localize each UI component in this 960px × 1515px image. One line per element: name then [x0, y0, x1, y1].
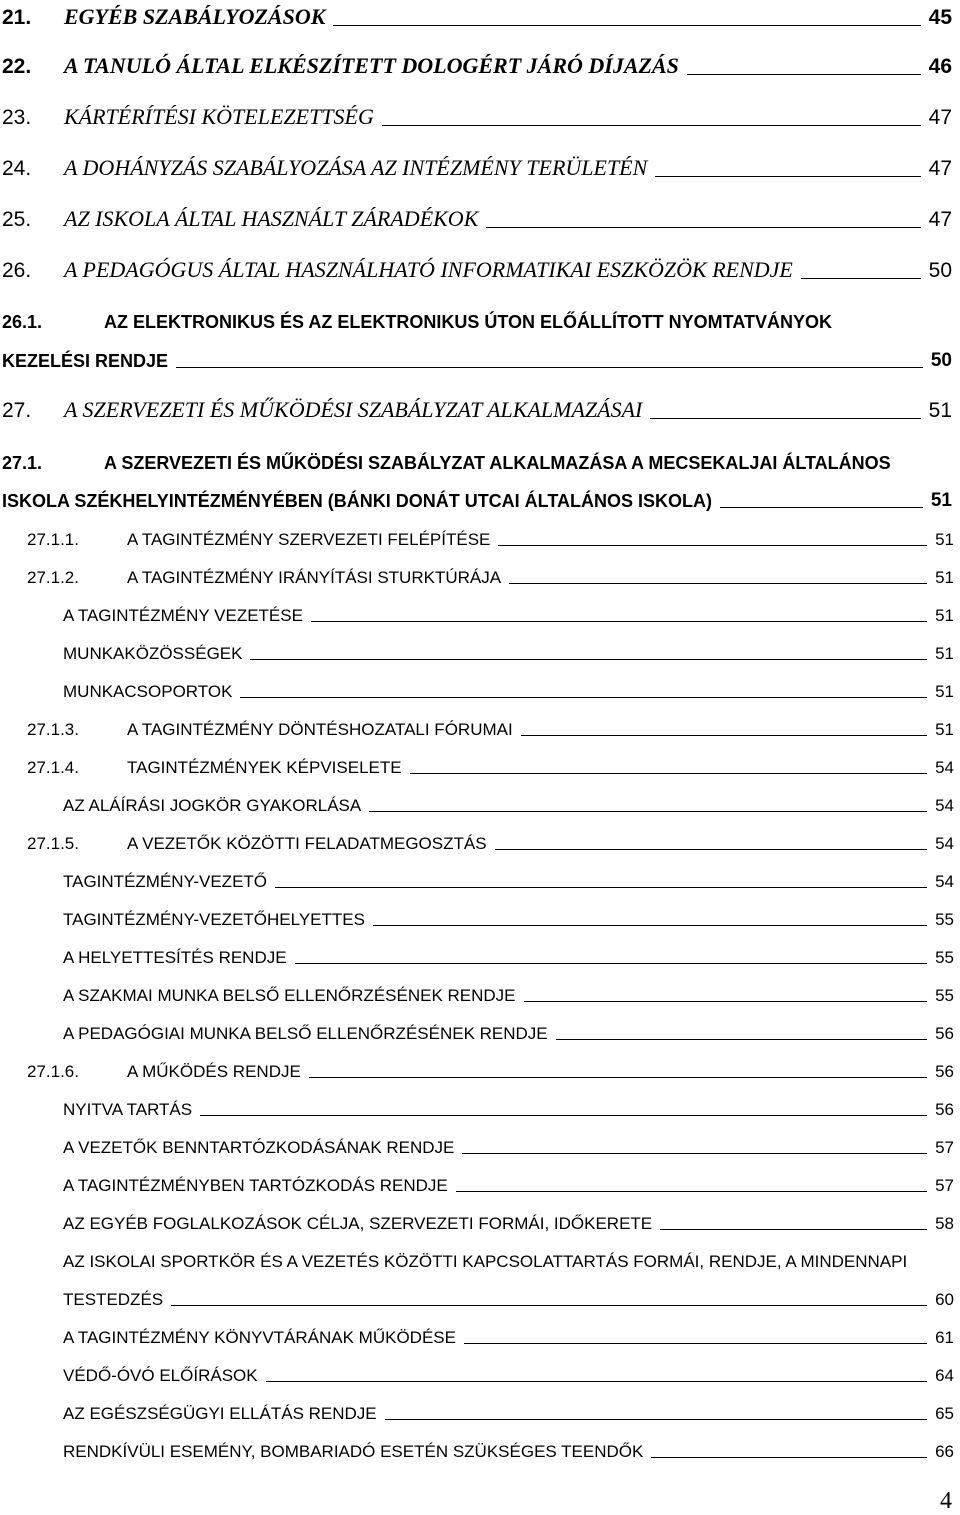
toc-page: 45 [928, 6, 952, 29]
toc-leader [462, 1153, 927, 1154]
toc-number: 27.1.3. [27, 720, 79, 739]
toc-title: VÉDŐ-ÓVÓ ELŐÍRÁSOK [63, 1366, 258, 1385]
toc-leader [720, 507, 923, 508]
toc-title: A VEZETŐK BENNTARTÓZKODÁSÁNAK RENDJE [63, 1138, 455, 1157]
toc-leader [651, 1457, 927, 1458]
toc-title: A TAGINTÉZMÉNY SZERVEZETI FELÉPÍTÉSE [127, 530, 491, 549]
toc-page: 56 [935, 1062, 954, 1081]
toc-number: 27. [2, 399, 32, 422]
toc-title: KEZELÉSI RENDJE [2, 351, 169, 371]
toc-title: AZ EGÉSZSÉGÜGYI ELLÁTÁS RENDJE [63, 1404, 377, 1423]
toc-entry[interactable] [63, 600, 954, 626]
toc-entry[interactable] [63, 1246, 954, 1272]
toc-leader [464, 1343, 927, 1344]
toc-page: 51 [935, 720, 954, 739]
toc-entry[interactable] [63, 942, 954, 968]
toc-page: 55 [935, 948, 954, 967]
toc-entry[interactable] [2, 100, 952, 130]
toc-entry[interactable] [63, 1132, 954, 1158]
toc-page: 54 [935, 872, 954, 891]
toc-page: 50 [930, 350, 952, 371]
toc-entry[interactable] [63, 980, 954, 1006]
toc-leader [382, 125, 921, 126]
toc-page: 57 [935, 1176, 954, 1195]
toc-leader [250, 659, 927, 660]
toc-title: A HELYETTESÍTÉS RENDJE [63, 948, 287, 967]
toc-number: 22. [2, 55, 32, 78]
toc-entry[interactable] [63, 1018, 954, 1044]
toc-number: 27.1.2. [27, 568, 79, 587]
toc-page: 47 [928, 106, 952, 129]
toc-entry[interactable] [63, 1208, 954, 1234]
toc-entry[interactable] [63, 1322, 954, 1348]
toc-title: A SZERVEZETI ÉS MŰKÖDÉSI SZABÁLYZAT ALKALMAZÁSA A MECSEKALJAI ÁLTALÁNOS [104, 453, 891, 473]
toc-title: A TAGINTÉZMÉNY DÖNTÉSHOZATALI FÓRUMAI [127, 720, 513, 739]
toc-page: 51 [928, 399, 952, 422]
toc-page: 54 [935, 834, 954, 853]
toc-page: 55 [935, 986, 954, 1005]
toc-leader [373, 925, 927, 926]
toc-title: A TAGINTÉZMÉNY VEZETÉSE [63, 606, 303, 625]
toc-entry[interactable] [27, 752, 954, 778]
toc-title: AZ ISKOLAI SPORTKÖR ÉS A VEZETÉS KÖZÖTTI KAPCSOLATTARTÁS FORMÁI, RENDJE, A MINDENNAPI [63, 1252, 908, 1271]
toc-leader [311, 621, 927, 622]
toc-leader [200, 1115, 927, 1116]
toc-entry[interactable] [63, 1398, 954, 1424]
toc-page: 46 [928, 55, 952, 78]
toc-title: EGYÉB SZABÁLYOZÁSOK [64, 4, 326, 29]
toc-title: A TANULÓ ÁLTAL ELKÉSZÍTETT DOLOGÉRT JÁRÓ DÍJAZÁS [64, 53, 679, 78]
toc-title: A TAGINTÉZMÉNY IRÁNYÍTÁSI STURKTÚRÁJA [127, 568, 502, 587]
toc-leader [171, 1305, 927, 1306]
toc-entry-continuation[interactable] [2, 484, 952, 512]
toc-page: 50 [928, 259, 952, 282]
toc-number: 21. [2, 6, 32, 29]
toc-leader [176, 367, 923, 368]
toc-entry[interactable] [2, 0, 952, 30]
toc-title: RENDKÍVÜLI ESEMÉNY, BOMBARIADÓ ESETÉN SZÜKSÉGES TEENDŐK [63, 1442, 644, 1461]
toc-page: 54 [935, 758, 954, 777]
toc-entry[interactable] [2, 202, 952, 232]
toc-entry[interactable] [63, 1170, 954, 1196]
toc-page: 65 [935, 1404, 954, 1423]
toc-title: MUNKACSOPORTOK [63, 682, 233, 701]
toc-title: A DOHÁNYZÁS SZABÁLYOZÁSA AZ INTÉZMÉNY TERÜLETÉN [64, 155, 648, 180]
toc-number: 26.1. [2, 312, 43, 332]
toc-page: 47 [928, 157, 952, 180]
toc-page: 56 [935, 1024, 954, 1043]
toc-number: 27.1. [2, 453, 43, 473]
toc-leader [456, 1191, 927, 1192]
toc-page: 51 [930, 490, 952, 511]
toc-page: 56 [935, 1100, 954, 1119]
toc-leader [524, 1001, 928, 1002]
toc-title: A MŰKÖDÉS RENDJE [127, 1062, 301, 1081]
toc-leader [495, 849, 928, 850]
toc-leader [295, 963, 928, 964]
toc-title: A SZAKMAI MUNKA BELSŐ ELLENŐRZÉSÉNEK RENDJE [63, 986, 516, 1005]
toc-number: 27.1.6. [27, 1062, 79, 1081]
toc-entry[interactable] [2, 305, 952, 333]
toc-title: ISKOLA SZÉKHELYINTÉZMÉNYÉBEN (BÁNKI DONÁT UTCAI ÁLTALÁNOS ISKOLA) [2, 491, 712, 511]
toc-title: AZ ISKOLA ÁLTAL HASZNÁLT ZÁRADÉKOK [64, 206, 479, 231]
toc-leader [410, 773, 927, 774]
toc-leader [333, 25, 920, 26]
toc-title: TESTEDZÉS [63, 1290, 164, 1309]
toc-page: 66 [935, 1442, 954, 1461]
toc-number: 27.1.4. [27, 758, 79, 777]
toc-page: 55 [935, 910, 954, 929]
toc-page: 51 [935, 530, 954, 549]
toc-number: 26. [2, 259, 32, 282]
toc-title: TAGINTÉZMÉNY-VEZETŐHELYETTES [63, 910, 365, 929]
toc-leader [521, 735, 927, 736]
toc-leader [509, 583, 927, 584]
toc-number: 25. [2, 208, 32, 231]
toc-leader [801, 278, 921, 279]
toc-title: A PEDAGÓGIAI MUNKA BELSŐ ELLENŐRZÉSÉNEK RENDJE [63, 1024, 548, 1043]
toc-entry[interactable] [27, 524, 954, 550]
toc-entry[interactable] [2, 151, 952, 181]
toc-leader [369, 811, 927, 812]
toc-page: 51 [935, 606, 954, 625]
toc-leader [498, 545, 927, 546]
toc-entry[interactable] [63, 1436, 954, 1462]
toc-page: 61 [935, 1328, 954, 1347]
toc-entry[interactable] [27, 828, 954, 854]
toc-title: NYITVA TARTÁS [63, 1100, 193, 1119]
toc-title: AZ ALÁÍRÁSI JOGKÖR GYAKORLÁSA [63, 796, 362, 815]
toc-page: 51 [935, 682, 954, 701]
page-number: 4 [940, 1488, 952, 1514]
toc-leader [240, 697, 927, 698]
toc-entry[interactable] [63, 904, 954, 930]
toc-title: A SZERVEZETI ÉS MŰKÖDÉSI SZABÁLYZAT ALKALMAZÁSAI [64, 397, 643, 422]
toc-leader [486, 227, 920, 228]
toc-entry[interactable] [2, 446, 952, 474]
toc-title: TAGINTÉZMÉNY-VEZETŐ [63, 872, 268, 891]
toc-leader [655, 176, 920, 177]
toc-leader [687, 74, 921, 75]
toc-title: AZ ELEKTRONIKUS ÉS AZ ELEKTRONIKUS ÚTON ELŐÁLLÍTOTT NYOMTATVÁNYOK [104, 312, 832, 332]
toc-entry[interactable] [63, 1094, 954, 1120]
toc-title: A VEZETŐK KÖZÖTTI FELADATMEGOSZTÁS [127, 834, 487, 853]
toc-title: AZ EGYÉB FOGLALKOZÁSOK CÉLJA, SZERVEZETI FORMÁI, IDŐKERETE [63, 1214, 653, 1233]
toc-entry[interactable] [2, 253, 952, 283]
toc-page: 60 [935, 1290, 954, 1309]
toc-entry[interactable] [63, 866, 954, 892]
toc-entry[interactable] [2, 393, 952, 423]
toc-number: 24. [2, 157, 32, 180]
toc-page: 47 [928, 208, 952, 231]
toc-number: 23. [2, 106, 32, 129]
toc-entry-continuation[interactable] [2, 344, 952, 372]
toc-page: 58 [935, 1214, 954, 1233]
toc-title: KÁRTÉRÍTÉSI KÖTELEZETTSÉG [64, 104, 374, 129]
toc-entry[interactable] [63, 676, 954, 702]
toc-leader [556, 1039, 927, 1040]
toc-leader [309, 1077, 927, 1078]
toc-page: 57 [935, 1138, 954, 1157]
toc-page: 54 [935, 796, 954, 815]
toc-leader [266, 1381, 927, 1382]
toc-leader [660, 1229, 927, 1230]
toc-entry[interactable] [63, 790, 954, 816]
toc-entry[interactable] [27, 562, 954, 588]
toc-number: 27.1.5. [27, 834, 79, 853]
toc-title: A TAGINTÉZMÉNYBEN TARTÓZKODÁS RENDJE [63, 1176, 448, 1195]
toc-title: TAGINTÉZMÉNYEK KÉPVISELETE [127, 758, 402, 777]
toc-leader [650, 418, 920, 419]
toc-entry[interactable] [63, 1360, 954, 1386]
toc-entry[interactable] [2, 49, 952, 79]
toc-entry[interactable] [63, 638, 954, 664]
toc-leader [275, 887, 927, 888]
toc-title: A TAGINTÉZMÉNY KÖNYVTÁRÁNAK MŰKÖDÉSE [63, 1328, 456, 1347]
toc-number: 27.1.1. [27, 530, 79, 549]
toc-page: 51 [935, 568, 954, 587]
toc-title: A PEDAGÓGUS ÁLTAL HASZNÁLHATÓ INFORMATIKAI ESZKÖZÖK RENDJE [64, 257, 793, 282]
toc-entry[interactable] [27, 1056, 954, 1082]
toc-page: 51 [935, 644, 954, 663]
toc-entry[interactable] [27, 714, 954, 740]
toc-page: 64 [935, 1366, 954, 1385]
toc-title: MUNKAKÖZÖSSÉGEK [63, 644, 243, 663]
toc-entry-continuation[interactable] [63, 1284, 954, 1310]
toc-leader [385, 1419, 927, 1420]
